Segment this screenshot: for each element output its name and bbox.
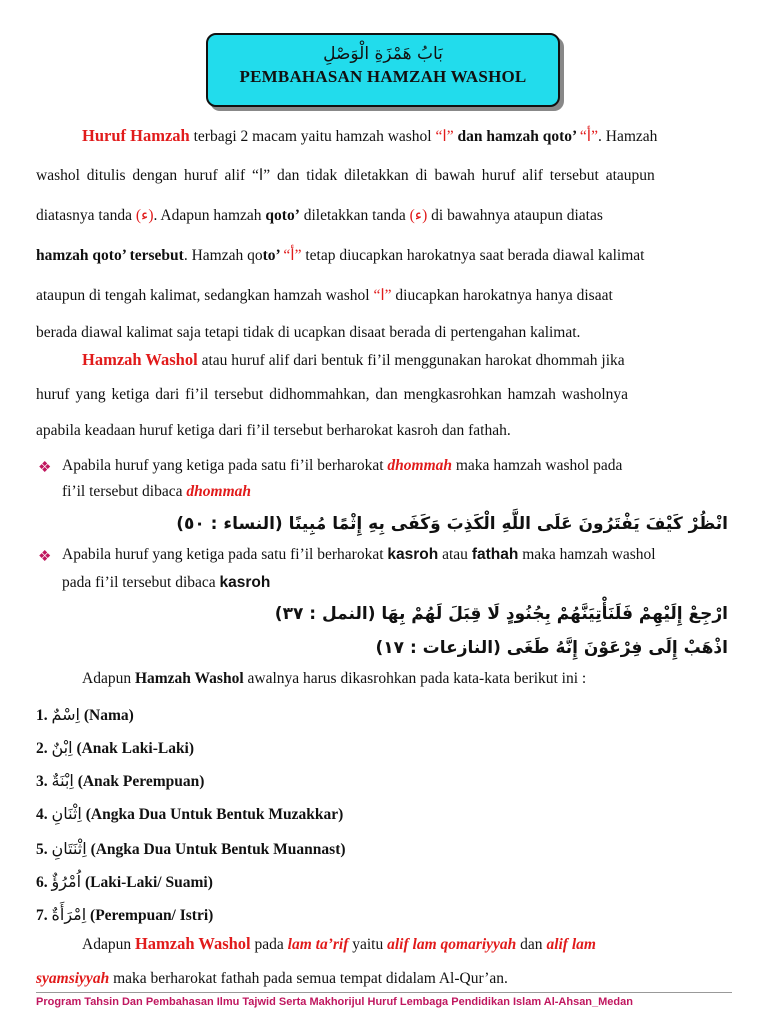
ayah-nisa: انْظُرْ كَيْفَ يَفْتَرُونَ عَلَى اللَّهِ الْكَذِبَ وَكَفَى بِهِ إِثْمًا مُبِينًا (النساء : ٥٠): [176, 514, 728, 534]
diamond-bullet-icon: ❖: [38, 549, 52, 565]
title-arabic: بَابُ هَمْزَةِ الْوَصْلِ: [323, 44, 443, 64]
title-box: [206, 33, 560, 107]
ayah-naziat: اذْهَبْ إِلَى فِرْعَوْنَ إِنَّهُ طَغَى (النازعات : ١٧): [375, 638, 728, 658]
list-item: 1. اِسْمٌ (Nama): [36, 705, 134, 724]
list-item: 3. اِبْنَةٌ (Anak Perempuan): [36, 771, 205, 790]
para1-line3: diatasnya tanda (ء). Adapun hamzah qoto’ diletakkan tanda (ء) di bawahnya ataupun diatas: [36, 207, 603, 224]
bullet2-line1: Apabila huruf yang ketiga pada satu fi’il berharokat kasroh atau fathah maka hamzah washol: [62, 546, 656, 563]
page-footer: Program Tahsin Dan Pembahasan Ilmu Tajwid Serta Makhorijul Huruf Lembaga Pendidikan Islam Al-Ahsan_Medan: [36, 996, 633, 1008]
title-latin: PEMBAHASAN HAMZAH WASHOL: [239, 67, 527, 86]
para2-line1: Hamzah Washol atau huruf alif dari bentuk fi’il menggunakan harokat dhommah jika: [82, 350, 625, 369]
list-item: 4. اِثْنَانِ (Angka Dua Untuk Bentuk Muzakkar): [36, 804, 344, 823]
ayah-naml: ارْجِعْ إِلَيْهِمْ فَلَنَأْتِيَنَّهُمْ بِجُنُودٍ لَا قِبَلَ لَهُمْ بِهَا (النمل : ٣٧): [274, 604, 728, 624]
para1-line2: washol ditulis dengan huruf alif “ا” dan tidak diletakkan di bawah huruf alif tersebut ataupun: [36, 167, 655, 184]
list-intro: Adapun Hamzah Washol awalnya harus dikasrohkan pada kata-kata berikut ini :: [82, 670, 587, 687]
closing-line1: Adapun Hamzah Washol pada lam ta’rif yaitu alif lam qomariyyah dan alif lam: [82, 934, 596, 953]
list-item: 7. اِمْرَأَةٌ (Perempuan/ Istri): [36, 905, 214, 924]
bullet2-line2: pada fi’il tersebut dibaca kasroh: [62, 574, 271, 591]
diamond-bullet-icon: ❖: [38, 460, 52, 476]
closing-line2: syamsiyyah maka berharokat fathah pada semua tempat didalam Al-Qur’an.: [36, 970, 508, 987]
para1-line5: ataupun di tengah kalimat, sedangkan hamzah washol “ا” diucapkan harokatnya hanya disaat: [36, 287, 613, 304]
para1-line4: hamzah qoto’ tersebut. Hamzah qoto’ “أ” tetap diucapkan harokatnya saat berada diawal kalimat: [36, 247, 645, 264]
para2-line3: apabila keadaan huruf ketiga dari fi’il tersebut berharokat kasroh dan fathah.: [36, 422, 511, 439]
bullet1-line1: Apabila huruf yang ketiga pada satu fi’il berharokat dhommah maka hamzah washol pada: [62, 457, 623, 474]
bullet1-line2: fi’il tersebut dibaca dhommah: [62, 483, 251, 500]
list-item: 2. اِبْنٌ (Anak Laki-Laki): [36, 738, 195, 757]
para2-line2: huruf yang ketiga dari fi’il tersebut didhommahkan, dan mengkasrohkan hamzah washolnya: [36, 386, 629, 403]
para1-line1: Huruf Hamzah terbagi 2 macam yaitu hamzah washol “ا” dan hamzah qoto’ “أ”. Hamzah: [82, 126, 658, 145]
list-item: 6. اُمْرُؤٌ (Laki-Laki/ Suami): [36, 872, 213, 891]
list-item: 5. اِثْنَتَانِ (Angka Dua Untuk Bentuk Muannast): [36, 839, 346, 858]
para1-line6: berada diawal kalimat saja tetapi tidak di ucapkan disaat berada di pertengahan kalimat.: [36, 324, 581, 341]
footer-divider: [36, 992, 732, 993]
